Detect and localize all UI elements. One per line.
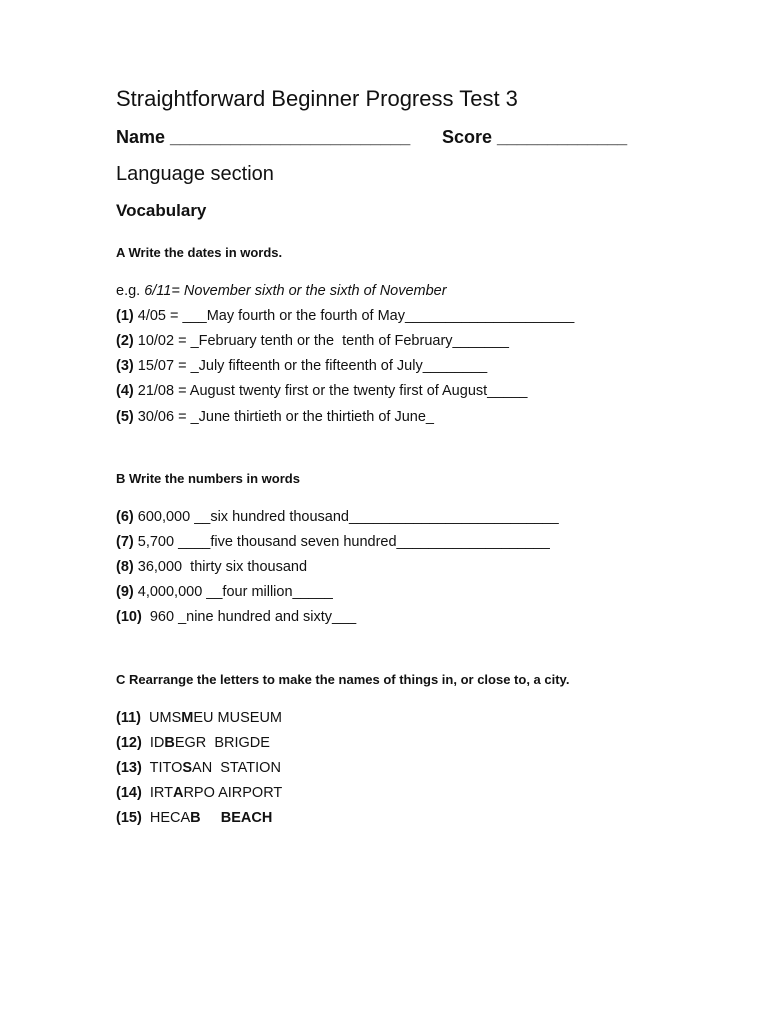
section-c-instruction: C Rearrange the letters to make the names of things in, or close to, a city.	[116, 672, 570, 687]
list-item	[116, 333, 509, 349]
list-item	[116, 710, 282, 726]
item-text: 4/05 = ___May fourth or the fourth of May_____________________	[133, 308, 575, 324]
item-number: (8)	[116, 559, 134, 575]
scrambled-start: HECA	[141, 810, 191, 826]
item-number: (10)	[116, 609, 142, 625]
item-number: (4)	[116, 383, 134, 399]
list-item	[116, 810, 272, 826]
item-text: 21/08 = August twenty first or the twenty first of August_____	[133, 383, 528, 399]
item-number: (14)	[116, 785, 142, 801]
item-text: 600,000 __six hundred thousand__________________________	[133, 509, 559, 525]
name-field-label: Name ________________________	[116, 127, 411, 147]
section-a-example	[116, 283, 447, 299]
item-number: (5)	[116, 409, 134, 425]
list-item	[116, 409, 434, 425]
list-item	[116, 534, 550, 550]
scrambled-end-answer: EU MUSEUM	[193, 710, 282, 726]
list-item	[116, 785, 282, 801]
item-text: 5,700 ____five thousand seven hundred___________________	[133, 534, 550, 550]
item-text: 30/06 = _June thirtieth or the thirtieth of June_	[133, 409, 435, 425]
list-item	[116, 383, 527, 399]
section-a-instruction: A Write the dates in words.	[116, 245, 283, 260]
item-number: (2)	[116, 333, 134, 349]
list-item	[116, 735, 270, 751]
item-number: (7)	[116, 534, 134, 550]
vocabulary-heading: Vocabulary	[116, 201, 207, 220]
scrambled-start: UMS	[141, 710, 182, 726]
item-text: 10/02 = _February tenth or the tenth of February_______	[133, 333, 509, 349]
item-number: (12)	[116, 735, 142, 751]
list-item	[116, 760, 281, 776]
list-item	[116, 559, 307, 575]
list-item	[116, 358, 487, 374]
first-letter-hint: A	[172, 785, 184, 801]
scrambled-start: ID	[141, 735, 165, 751]
list-item	[116, 584, 333, 600]
item-text: 15/07 = _July fifteenth or the fifteenth of July________	[133, 358, 488, 374]
item-text: 4,000,000 __four million_____	[133, 584, 333, 600]
scrambled-start: IRT	[141, 785, 173, 801]
page-title: Straightforward Beginner Progress Test 3	[116, 86, 518, 111]
item-number: (6)	[116, 509, 134, 525]
language-section-heading: Language section	[116, 163, 274, 185]
scrambled-end-answer: AN STATION	[192, 760, 281, 776]
scrambled-start: TITO	[141, 760, 183, 776]
first-letter-hint: M	[181, 710, 194, 726]
list-item	[116, 609, 356, 625]
example-prefix: e.g.	[116, 283, 145, 299]
list-item	[116, 308, 574, 324]
item-number: (13)	[116, 760, 142, 776]
scrambled-end-answer: RPO AIRPORT	[183, 785, 283, 801]
item-number: (1)	[116, 308, 134, 324]
first-letter-hint: B	[190, 810, 201, 826]
scrambled-end-answer: BEACH	[200, 810, 273, 826]
example-text: 6/11= November sixth or the sixth of November	[144, 283, 447, 299]
score-field-label: Score _____________	[442, 127, 628, 147]
first-letter-hint: B	[164, 735, 175, 751]
item-number: (11)	[116, 710, 141, 726]
scrambled-end-answer: EGR BRIGDE	[174, 735, 270, 751]
item-text: 960 _nine hundred and sixty___	[141, 609, 357, 625]
section-b-instruction: B Write the numbers in words	[116, 471, 300, 486]
list-item	[116, 509, 559, 525]
item-number: (3)	[116, 358, 134, 374]
item-number: (15)	[116, 810, 142, 826]
item-number: (9)	[116, 584, 134, 600]
first-letter-hint: S	[182, 760, 193, 776]
item-text: 36,000 thirty six thousand	[133, 559, 308, 575]
